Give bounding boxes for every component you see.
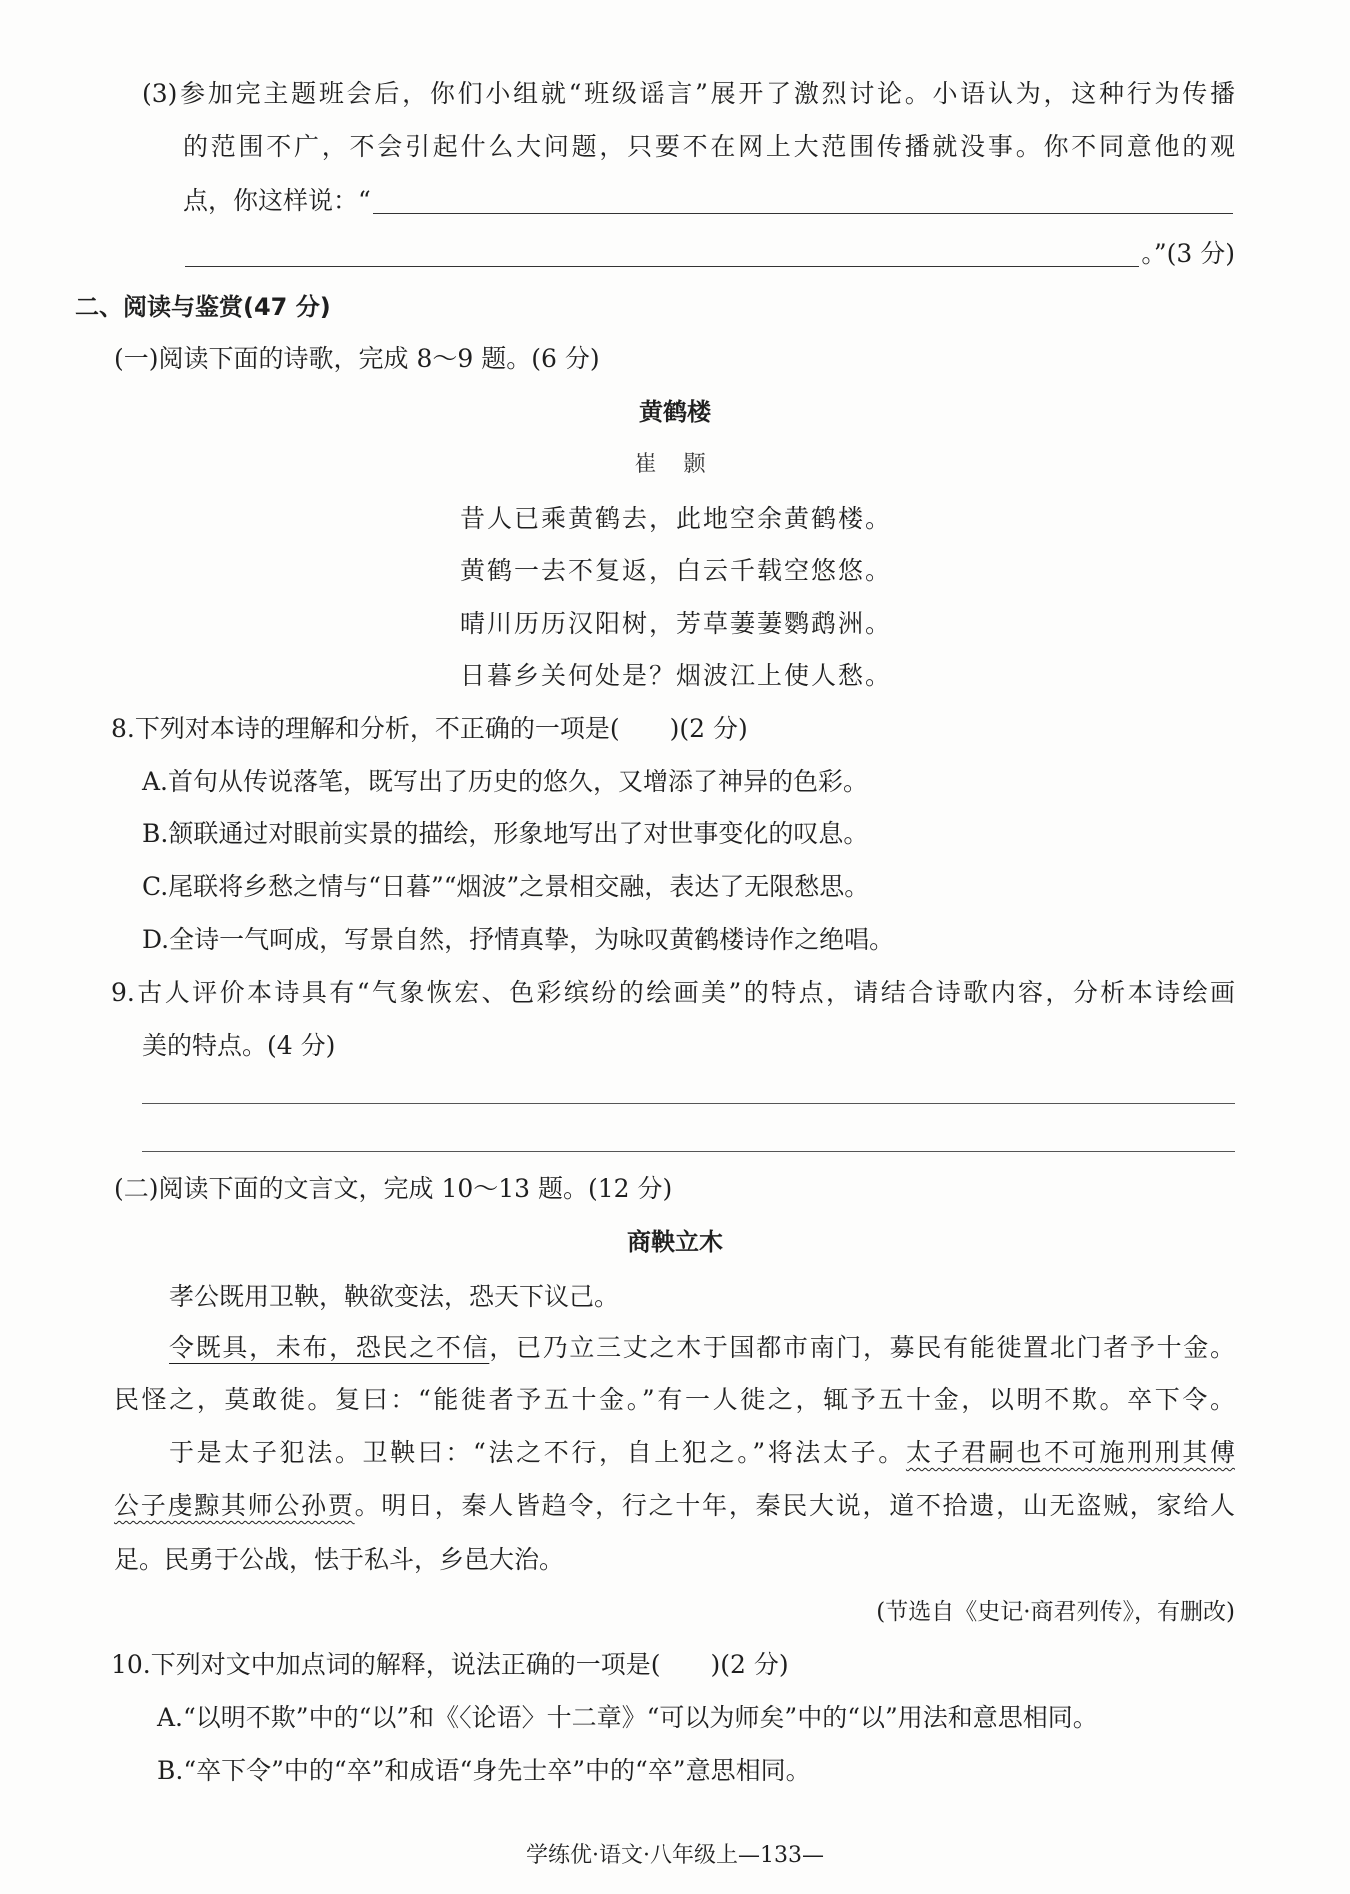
page-footer: 学练优·语文·八年级上—133— [526,1843,824,1868]
passage-text: 。明日，秦人皆趋令，行之十年，秦民大说，道不拾遗，山无盗贼，家给人 [354,1491,1235,1520]
poem-author: 崔 颢 [634,452,716,477]
q7-part3-line4 [183,237,1235,271]
part2-instruction: (二)阅读下面的文言文，完成 10～13 题。(12 分) [114,1174,673,1203]
passage-text: ，已乃立三丈之木于国都市南门，募民有能徙置北门者予十金。 [489,1333,1235,1362]
q7-part3-line3 [183,184,1235,218]
part1-instruction: (一)阅读下面的诗歌，完成 8～9 题。(6 分) [114,344,600,373]
section-heading: 二、阅读与鉴赏(47 分) [75,293,331,321]
passage-title: 商鞅立木 [627,1228,723,1256]
q7-answer-suffix: 。”(3 分) [1141,239,1235,268]
poem-line: 昔人已乘黄鹤去，此地空余黄鹤楼。 [460,504,893,533]
q8-option-b: B.颔联通过对眼前实景的描绘，形象地写出了对世事变化的叹息。 [142,819,869,848]
q7-answer-prefix: 点，你这样说：“ [183,186,371,215]
wavy-underlined-sentence: 太子君嗣也不可施刑刑其傅 [905,1438,1235,1467]
passage-line [114,1489,1235,1523]
q9-stem-line1: 9.古人评价本诗具有“气象恢宏、色彩缤纷的绘画美”的特点，请结合诗歌内容，分析本诗绘画 [111,978,1235,1007]
q8-stem: 8.下列对本诗的理解和分析，不正确的一项是( )(2 分) [111,714,748,743]
passage-line [169,1436,1235,1470]
passage-source: (节选自《史记·商君列传》，有删改) [876,1599,1235,1625]
passage-text: 于是太子犯法。卫鞅曰：“法之不行，自上犯之。”将法太子。 [169,1438,906,1467]
passage-line: 民怪之，莫敢徙。复曰：“能徙者予五十金。”有一人徙之，辄予五十金，以明不欺。卒下令。 [114,1385,1235,1414]
q7-answer-blank-2 [185,240,1139,267]
poem-title: 黄鹤楼 [639,398,711,426]
q8-option-c: C.尾联将乡愁之情与“日暮”“烟波”之景相交融，表达了无限愁思。 [142,872,870,901]
poem-line: 日暮乡关何处是？烟波江上使人愁。 [460,661,893,690]
poem-line: 黄鹤一去不复返，白云千载空悠悠。 [460,556,893,585]
q10-option-a: A.“以明不欺”中的“以”和《〈论语〉十二章》“可以为师矣”中的“以”用法和意思相同。 [157,1703,1098,1732]
answer-line [142,1103,1235,1104]
poem-line: 晴川历历汉阳树，芳草萋萋鹦鹉洲。 [460,609,893,638]
q10-stem: 10.下列对文中加点词的解释，说法正确的一项是( )(2 分) [111,1650,789,1679]
q8-option-d: D.全诗一气呵成，写景自然，抒情真挚，为咏叹黄鹤楼诗作之绝唱。 [142,925,895,954]
passage-line: 足。民勇于公战，怯于私斗，乡邑大治。 [114,1545,565,1574]
passage-line: 孝公既用卫鞅，鞅欲变法，恐天下议己。 [169,1282,620,1311]
passage-line [169,1331,1235,1365]
q10-option-b: B.“卒下令”中的“卒”和成语“身先士卒”中的“卒”意思相同。 [157,1756,811,1785]
wavy-underlined-sentence: 公子虔黥其师公孙贾 [114,1491,355,1520]
q8-option-a: A.首句从传说落笔，既写出了历史的悠久，又增添了神异的色彩。 [142,767,869,796]
q9-stem-line2: 美的特点。(4 分) [142,1031,336,1060]
q7-part3-line2: 的范围不广，不会引起什么大问题，只要不在网上大范围传播就没事。你不同意他的观 [183,132,1235,161]
answer-line [142,1151,1235,1152]
underlined-sentence: 令既具，未布，恐民之不信 [169,1333,490,1362]
q7-part3-line1: (3)参加完主题班会后，你们小组就“班级谣言”展开了激烈讨论。小语认为，这种行为传播 [142,79,1235,108]
q7-answer-blank-1 [373,187,1233,214]
